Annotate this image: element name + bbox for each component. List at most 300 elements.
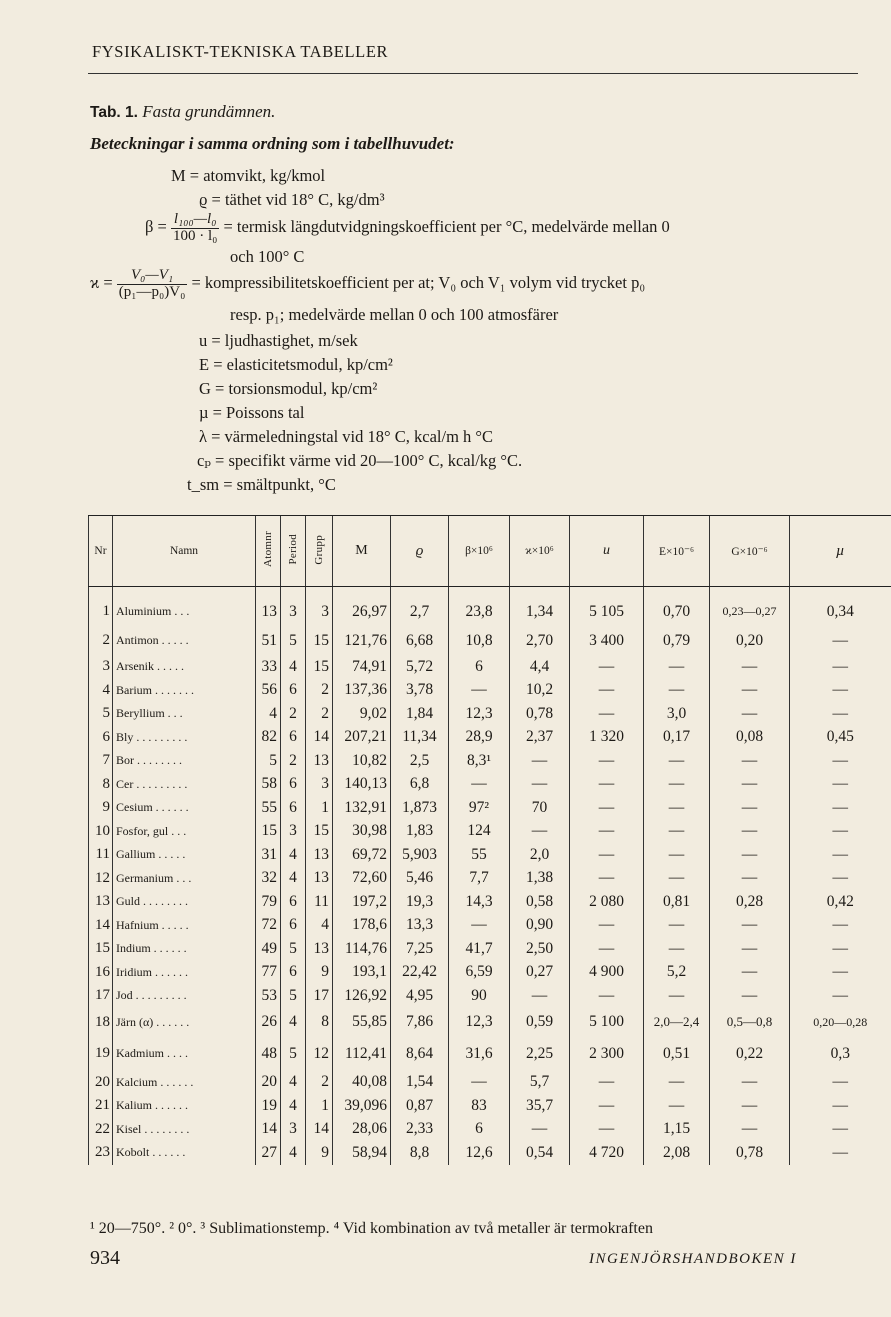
cell-name: Järn (α) . . . . . . (113, 1008, 256, 1037)
cell-u: — (570, 937, 644, 961)
col-M: M (333, 516, 391, 587)
cell-z: 53 (256, 984, 281, 1008)
cell-nr: 23 (89, 1141, 113, 1165)
table-row (89, 702, 891, 726)
cell-beta: 90 (449, 984, 510, 1008)
col-atomnr: Atomnr (256, 516, 281, 587)
cell-z: 49 (256, 937, 281, 961)
table-row (89, 679, 891, 703)
cell-mu: — (790, 843, 891, 867)
legend-cp: cₚ = specifikt värme vid 20—100° C, kcal/kg °C. (197, 451, 523, 470)
legend-lambda: λ = värmeledningstal vid 18° C, kcal/m h °C (199, 427, 494, 446)
cell-kappa: — (510, 984, 570, 1008)
cell-kappa: — (510, 749, 570, 773)
cell-z: 13 (256, 597, 281, 626)
table-row (89, 1008, 891, 1037)
cell-nr: 21 (89, 1094, 113, 1118)
cell-g: 11 (306, 890, 333, 914)
cell-nr: 22 (89, 1118, 113, 1142)
cell-g: 15 (306, 655, 333, 679)
cell-M: 28,06 (333, 1118, 391, 1142)
cell-rho: 8,8 (391, 1141, 449, 1165)
cell-g: 2 (306, 702, 333, 726)
cell-mu: — (790, 914, 891, 938)
cell-z: 27 (256, 1141, 281, 1165)
cell-name: Beryllium . . . (113, 702, 256, 726)
beta-fraction (171, 212, 219, 245)
cell-g: 3 (306, 773, 333, 797)
cell-z: 82 (256, 726, 281, 750)
legend-subtitle: Beteckningar i samma ordning som i tabellhuvudet: (90, 134, 455, 153)
cell-mu: — (790, 749, 891, 773)
cell-u: — (570, 749, 644, 773)
cell-E: — (644, 843, 710, 867)
cell-kappa: 10,2 (510, 679, 570, 703)
cell-p: 2 (281, 749, 306, 773)
cell-u: — (570, 773, 644, 797)
cell-M: 137,36 (333, 679, 391, 703)
cell-G: 0,20 (710, 626, 790, 655)
cell-u: — (570, 796, 644, 820)
cell-z: 77 (256, 961, 281, 985)
table-body (89, 587, 891, 1165)
cell-beta: 12,3 (449, 1008, 510, 1037)
cell-mu: — (790, 1094, 891, 1118)
cell-E: — (644, 749, 710, 773)
cell-name: Kisel . . . . . . . . (113, 1118, 256, 1142)
cell-p: 4 (281, 1094, 306, 1118)
cell-G: — (710, 773, 790, 797)
cell-p: 4 (281, 1071, 306, 1095)
cell-E: — (644, 679, 710, 703)
cell-M: 140,13 (333, 773, 391, 797)
table-row (89, 1071, 891, 1095)
cell-name: Hafnium . . . . . (113, 914, 256, 938)
beta-denominator: 100 · l₀ (172, 227, 218, 244)
cell-u: — (570, 984, 644, 1008)
cell-mu: 0,34 (790, 597, 891, 626)
cell-g: 9 (306, 961, 333, 985)
cell-mu: — (790, 867, 891, 891)
cell-mu: 0,3 (790, 1037, 891, 1071)
cell-p: 6 (281, 961, 306, 985)
cell-z: 33 (256, 655, 281, 679)
cell-g: 4 (306, 914, 333, 938)
cell-M: 72,60 (333, 867, 391, 891)
cell-p: 3 (281, 820, 306, 844)
col-G: G×10⁻⁶ (710, 516, 790, 587)
cell-beta: — (449, 914, 510, 938)
cell-g: 13 (306, 749, 333, 773)
cell-z: 4 (256, 702, 281, 726)
cell-G: 0,5—0,8 (710, 1008, 790, 1037)
cell-p: 6 (281, 679, 306, 703)
cell-M: 74,91 (333, 655, 391, 679)
cell-p: 6 (281, 914, 306, 938)
cell-p: 4 (281, 1141, 306, 1165)
cell-E: — (644, 796, 710, 820)
beta-text: = termisk längdutvidgningskoefficient per °C, medelvärde mellan 0 (223, 217, 670, 237)
cell-G: — (710, 961, 790, 985)
cell-z: 15 (256, 820, 281, 844)
cell-rho: 22,42 (391, 961, 449, 985)
cell-kappa: 35,7 (510, 1094, 570, 1118)
legend-u: u = ljudhastighet, m/sek (199, 331, 358, 350)
cell-kappa: 2,50 (510, 937, 570, 961)
cell-G: — (710, 749, 790, 773)
cell-mu: 0,42 (790, 890, 891, 914)
cell-g: 15 (306, 820, 333, 844)
cell-rho: 2,7 (391, 597, 449, 626)
cell-mu: — (790, 655, 891, 679)
cell-beta: 10,8 (449, 626, 510, 655)
cell-beta: 6,59 (449, 961, 510, 985)
cell-g: 1 (306, 796, 333, 820)
cell-name: Kobolt . . . . . . (113, 1141, 256, 1165)
cell-nr: 14 (89, 914, 113, 938)
cell-G: — (710, 843, 790, 867)
cell-p: 5 (281, 1037, 306, 1071)
cell-z: 79 (256, 890, 281, 914)
cell-mu: — (790, 961, 891, 985)
cell-beta: — (449, 679, 510, 703)
table-row (89, 820, 891, 844)
cell-G: — (710, 679, 790, 703)
cell-mu: — (790, 679, 891, 703)
cell-u: — (570, 702, 644, 726)
cell-kappa: 0,59 (510, 1008, 570, 1037)
cell-p: 6 (281, 796, 306, 820)
cell-name: Arsenik . . . . . (113, 655, 256, 679)
cell-beta: 12,3 (449, 702, 510, 726)
cell-kappa: 2,37 (510, 726, 570, 750)
table-row (89, 914, 891, 938)
cell-kappa: 4,4 (510, 655, 570, 679)
cell-beta: 41,7 (449, 937, 510, 961)
cell-u: — (570, 655, 644, 679)
cell-g: 2 (306, 679, 333, 703)
cell-G: — (710, 1071, 790, 1095)
legend-mu: µ = Poissons tal (199, 403, 305, 422)
cell-p: 6 (281, 773, 306, 797)
cell-nr: 3 (89, 655, 113, 679)
cell-rho: 5,46 (391, 867, 449, 891)
cell-G: 0,23—0,27 (710, 597, 790, 626)
cell-E: — (644, 914, 710, 938)
cell-rho: 5,72 (391, 655, 449, 679)
cell-rho: 6,8 (391, 773, 449, 797)
cell-kappa: 1,34 (510, 597, 570, 626)
cell-rho: 1,873 (391, 796, 449, 820)
cell-u: 5 105 (570, 597, 644, 626)
cell-rho: 3,78 (391, 679, 449, 703)
cell-E: — (644, 1094, 710, 1118)
table-row (89, 655, 891, 679)
cell-g: 14 (306, 726, 333, 750)
cell-nr: 13 (89, 890, 113, 914)
cell-M: 112,41 (333, 1037, 391, 1071)
table-row (89, 726, 891, 750)
cell-kappa: 0,58 (510, 890, 570, 914)
col-E: E×10⁻⁶ (644, 516, 710, 587)
table-row (89, 1141, 891, 1165)
elements-table (88, 515, 891, 1165)
cell-z: 51 (256, 626, 281, 655)
cell-mu: — (790, 820, 891, 844)
cell-nr: 12 (89, 867, 113, 891)
cell-u: 2 300 (570, 1037, 644, 1071)
cell-E: 0,70 (644, 597, 710, 626)
cell-name: Barium . . . . . . . (113, 679, 256, 703)
cell-name: Aluminium . . . (113, 597, 256, 626)
legend-tsm: t_sm = smältpunkt, °C (187, 475, 336, 494)
cell-mu: — (790, 773, 891, 797)
cell-z: 72 (256, 914, 281, 938)
cell-g: 8 (306, 1008, 333, 1037)
kappa-fraction (117, 268, 188, 301)
cell-E: — (644, 1071, 710, 1095)
table-row (89, 773, 891, 797)
cell-p: 4 (281, 1008, 306, 1037)
cell-E: 2,0—2,4 (644, 1008, 710, 1037)
cell-beta: 23,8 (449, 597, 510, 626)
cell-G: — (710, 1118, 790, 1142)
cell-M: 10,82 (333, 749, 391, 773)
cell-g: 14 (306, 1118, 333, 1142)
cell-name: Bor . . . . . . . . (113, 749, 256, 773)
cell-G: 0,78 (710, 1141, 790, 1165)
cell-rho: 2,5 (391, 749, 449, 773)
table-row (89, 796, 891, 820)
cell-nr: 19 (89, 1037, 113, 1071)
cell-G: — (710, 914, 790, 938)
cell-G: — (710, 867, 790, 891)
cell-kappa: — (510, 820, 570, 844)
cell-E: 1,15 (644, 1118, 710, 1142)
cell-E: — (644, 820, 710, 844)
cell-nr: 7 (89, 749, 113, 773)
col-nr: Nr (89, 516, 113, 587)
col-rho: ϱ (391, 516, 449, 587)
cell-E: — (644, 655, 710, 679)
cell-E: 0,17 (644, 726, 710, 750)
cell-g: 1 (306, 1094, 333, 1118)
cell-nr: 18 (89, 1008, 113, 1037)
cell-M: 26,97 (333, 597, 391, 626)
cell-g: 17 (306, 984, 333, 1008)
cell-nr: 1 (89, 597, 113, 626)
cell-M: 114,76 (333, 937, 391, 961)
table-row (89, 597, 891, 626)
table-row (89, 867, 891, 891)
cell-p: 6 (281, 726, 306, 750)
cell-beta: 12,6 (449, 1141, 510, 1165)
cell-beta: 124 (449, 820, 510, 844)
cell-kappa: — (510, 1118, 570, 1142)
cell-g: 13 (306, 843, 333, 867)
cell-rho: 11,34 (391, 726, 449, 750)
cell-G: 0,22 (710, 1037, 790, 1071)
cell-p: 4 (281, 843, 306, 867)
table-row (89, 749, 891, 773)
cell-G: — (710, 702, 790, 726)
cell-nr: 20 (89, 1071, 113, 1095)
cell-z: 5 (256, 749, 281, 773)
cell-u: 1 320 (570, 726, 644, 750)
table-row (89, 890, 891, 914)
cell-u: 4 900 (570, 961, 644, 985)
cell-beta: 83 (449, 1094, 510, 1118)
cell-z: 31 (256, 843, 281, 867)
cell-nr: 10 (89, 820, 113, 844)
col-name: Namn (113, 516, 256, 587)
cell-z: 55 (256, 796, 281, 820)
cell-z: 14 (256, 1118, 281, 1142)
cell-M: 193,1 (333, 961, 391, 985)
cell-beta: — (449, 1071, 510, 1095)
cell-name: Indium . . . . . . (113, 937, 256, 961)
cell-p: 6 (281, 890, 306, 914)
cell-kappa: — (510, 773, 570, 797)
cell-kappa: 5,7 (510, 1071, 570, 1095)
col-beta: β×10⁶ (449, 516, 510, 587)
cell-p: 5 (281, 984, 306, 1008)
table-row (89, 843, 891, 867)
cell-M: 126,92 (333, 984, 391, 1008)
cell-G: — (710, 1094, 790, 1118)
cell-M: 121,76 (333, 626, 391, 655)
cell-beta: — (449, 773, 510, 797)
cell-G: — (710, 820, 790, 844)
cell-beta: 97² (449, 796, 510, 820)
cell-M: 207,21 (333, 726, 391, 750)
cell-name: Cer . . . . . . . . . (113, 773, 256, 797)
cell-name: Kalium . . . . . . (113, 1094, 256, 1118)
cell-mu: 0,45 (790, 726, 891, 750)
cell-rho: 1,54 (391, 1071, 449, 1095)
cell-nr: 4 (89, 679, 113, 703)
table-row (89, 1037, 891, 1071)
cell-M: 55,85 (333, 1008, 391, 1037)
cell-rho: 19,3 (391, 890, 449, 914)
footnotes: ¹ 20—750°. ² 0°. ³ Sublimationstemp. ⁴ Vid kombination av två metaller är termokraften (90, 1220, 653, 1237)
page-number: 934 (90, 1247, 120, 1269)
cell-kappa: 2,0 (510, 843, 570, 867)
cell-G: — (710, 984, 790, 1008)
cell-u: — (570, 914, 644, 938)
cell-E: 0,51 (644, 1037, 710, 1071)
col-u: u (570, 516, 644, 587)
cell-p: 3 (281, 1118, 306, 1142)
col-kappa: ϰ×10⁶ (510, 516, 570, 587)
cell-mu: — (790, 702, 891, 726)
cell-mu: — (790, 1118, 891, 1142)
cell-M: 69,72 (333, 843, 391, 867)
cell-kappa: 0,27 (510, 961, 570, 985)
cell-rho: 4,95 (391, 984, 449, 1008)
cell-z: 48 (256, 1037, 281, 1071)
cell-g: 3 (306, 597, 333, 626)
cell-g: 13 (306, 937, 333, 961)
kappa-denominator: (p₁—p₀)V₀ (118, 283, 186, 300)
cell-u: 3 400 (570, 626, 644, 655)
table-row (89, 937, 891, 961)
table-title-text: Fasta grundämnen. (142, 102, 276, 121)
cell-E: 2,08 (644, 1141, 710, 1165)
cell-p: 2 (281, 702, 306, 726)
cell-g: 15 (306, 626, 333, 655)
cell-nr: 6 (89, 726, 113, 750)
cell-name: Fosfor, gul . . . (113, 820, 256, 844)
cell-u: — (570, 679, 644, 703)
table-row (89, 626, 891, 655)
cell-name: Gallium . . . . . (113, 843, 256, 867)
cell-beta: 6 (449, 1118, 510, 1142)
cell-nr: 9 (89, 796, 113, 820)
cell-beta: 8,3¹ (449, 749, 510, 773)
cell-name: Germanium . . . (113, 867, 256, 891)
cell-beta: 55 (449, 843, 510, 867)
legend-rho: ϱ = täthet vid 18° C, kg/dm³ (199, 190, 385, 209)
cell-name: Jod . . . . . . . . . (113, 984, 256, 1008)
cell-G: — (710, 655, 790, 679)
cell-beta: 14,3 (449, 890, 510, 914)
cell-z: 56 (256, 679, 281, 703)
kappa-text: = kompressibilitetskoefficient per at; V₀ och V₁ volym vid trycket p₀ (191, 273, 646, 293)
cell-M: 30,98 (333, 820, 391, 844)
cell-u: 2 080 (570, 890, 644, 914)
kappa-numerator: V₀—V₁ (117, 268, 188, 285)
legend-M: M = atomvikt, kg/kmol (171, 166, 326, 185)
cell-beta: 28,9 (449, 726, 510, 750)
cell-p: 5 (281, 626, 306, 655)
cell-u: — (570, 1118, 644, 1142)
cell-p: 4 (281, 655, 306, 679)
running-head: FYSIKALISKT-TEKNISKA TABELLER (92, 42, 389, 61)
table-header-row (89, 516, 891, 587)
cell-kappa: 0,54 (510, 1141, 570, 1165)
cell-E: 5,2 (644, 961, 710, 985)
cell-nr: 5 (89, 702, 113, 726)
cell-kappa: 1,38 (510, 867, 570, 891)
cell-nr: 15 (89, 937, 113, 961)
cell-kappa: 0,78 (510, 702, 570, 726)
cell-M: 197,2 (333, 890, 391, 914)
cell-z: 26 (256, 1008, 281, 1037)
cell-name: Bly . . . . . . . . . (113, 726, 256, 750)
cell-nr: 11 (89, 843, 113, 867)
cell-z: 58 (256, 773, 281, 797)
cell-mu: — (790, 1071, 891, 1095)
table-row (89, 984, 891, 1008)
table-row (89, 961, 891, 985)
cell-u: — (570, 867, 644, 891)
cell-nr: 16 (89, 961, 113, 985)
cell-E: — (644, 984, 710, 1008)
cell-g: 12 (306, 1037, 333, 1071)
cell-name: Guld . . . . . . . . (113, 890, 256, 914)
cell-G: — (710, 937, 790, 961)
col-period: Period (281, 516, 306, 587)
legend-G: G = torsionsmodul, kp/cm² (199, 379, 378, 398)
cell-name: Kadmium . . . . (113, 1037, 256, 1071)
cell-p: 4 (281, 867, 306, 891)
cell-mu: — (790, 984, 891, 1008)
beta-lhs: β = (145, 217, 167, 237)
cell-beta: 7,7 (449, 867, 510, 891)
cell-name: Kalcium . . . . . . (113, 1071, 256, 1095)
col-mu: µ (790, 516, 891, 587)
